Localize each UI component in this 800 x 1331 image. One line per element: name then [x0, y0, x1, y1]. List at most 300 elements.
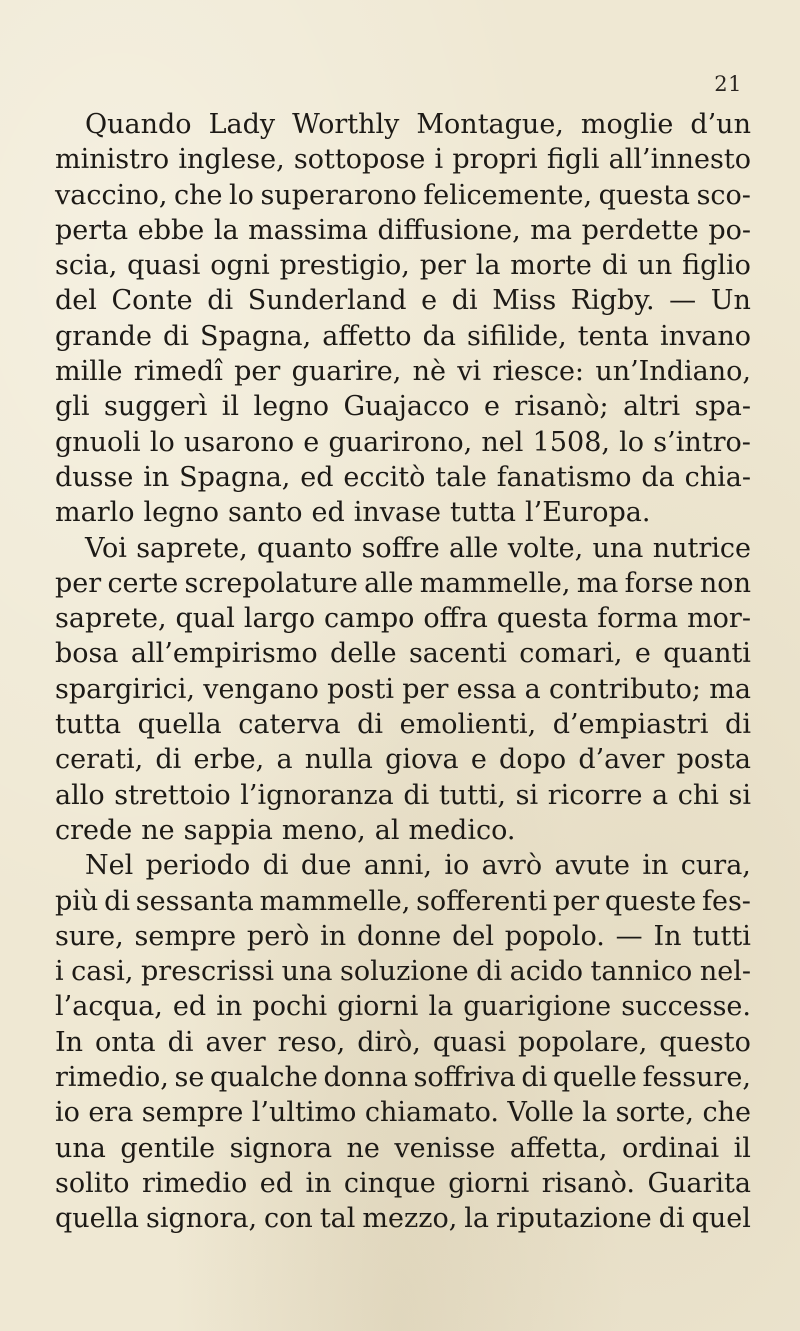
word: caterva — [238, 709, 341, 741]
word: Spagna, — [179, 461, 291, 493]
word: ed — [311, 497, 345, 529]
word: Spagna, — [200, 320, 312, 352]
text-line — [55, 848, 751, 883]
word: sessanta — [135, 885, 254, 917]
word: di — [163, 320, 189, 352]
word: quasi — [432, 1026, 507, 1058]
word: nulla — [304, 744, 373, 776]
word: Rigby. — [570, 285, 655, 317]
word: chiamato. — [364, 1097, 499, 1129]
word: forse — [624, 567, 694, 599]
word: si — [728, 779, 751, 811]
word: tal — [319, 1203, 356, 1235]
word: giorni — [448, 1167, 530, 1199]
word: di — [262, 850, 289, 882]
word: da — [422, 320, 456, 352]
word: un’Indiano, — [595, 356, 751, 388]
word: acido — [509, 956, 584, 988]
word: figli — [546, 144, 600, 176]
word: fes- — [701, 885, 751, 917]
word: i — [55, 956, 64, 988]
word: propri — [452, 144, 538, 176]
word: in — [642, 850, 669, 882]
word: sorte, — [615, 1097, 694, 1129]
word: nè — [412, 356, 446, 388]
word: cinque — [343, 1167, 436, 1199]
word: bosa — [55, 638, 119, 670]
word: l’acqua, — [55, 991, 163, 1023]
word: gnuoli — [55, 426, 141, 458]
word: prestigio, — [279, 250, 410, 282]
word: questo — [659, 1026, 751, 1058]
word: figlio — [682, 250, 751, 282]
word: una — [55, 1132, 106, 1164]
word: ebbe — [137, 214, 205, 246]
word: queste — [604, 885, 697, 917]
word: fessure, — [642, 1062, 751, 1094]
word: soluzione — [340, 956, 469, 988]
word: in — [143, 461, 170, 493]
word: vaccino, — [55, 179, 168, 211]
word: sofferenti — [416, 885, 548, 917]
word: del — [452, 920, 494, 952]
word: tutti — [692, 920, 751, 952]
text-line — [55, 1060, 751, 1095]
word: quanti — [663, 638, 751, 670]
word: prescrissi — [141, 956, 275, 988]
word: quelle — [552, 1062, 637, 1094]
word: due — [300, 850, 352, 882]
word: donne — [356, 920, 442, 952]
word: la — [582, 1097, 608, 1129]
text-line — [55, 672, 751, 707]
word: un — [637, 250, 673, 282]
word: in — [216, 991, 243, 1023]
word: Nel — [85, 850, 134, 882]
word: grande — [55, 320, 152, 352]
word: santo — [228, 497, 303, 529]
word: signora — [229, 1132, 333, 1164]
page-number: 21 — [714, 72, 742, 96]
word: di — [104, 885, 131, 917]
word: chi — [677, 779, 719, 811]
word: lo — [619, 426, 645, 458]
word: del — [55, 285, 97, 317]
word: io — [444, 850, 470, 882]
word: e — [634, 638, 651, 670]
word: ministro — [55, 144, 170, 176]
word: cerati, — [55, 744, 144, 776]
text-line — [55, 531, 751, 566]
text-line — [55, 566, 751, 601]
word: massima — [248, 214, 368, 246]
word: nel — [481, 426, 524, 458]
word: sco- — [696, 179, 751, 211]
word: la — [475, 250, 501, 282]
word: di — [155, 744, 182, 776]
word: che — [174, 179, 223, 211]
word: una — [281, 956, 333, 988]
word: ricorre — [547, 779, 643, 811]
word: l’ultimo — [251, 1097, 357, 1129]
word: il — [221, 391, 240, 423]
word: quella — [137, 709, 222, 741]
word: medico. — [408, 814, 516, 846]
text-line — [55, 142, 751, 177]
word: perta — [55, 214, 129, 246]
word: usarono — [183, 426, 295, 458]
text-line — [55, 213, 751, 248]
word: soffre — [361, 532, 440, 564]
word: mezzo, — [362, 1203, 458, 1235]
text-line — [55, 178, 751, 213]
word: a — [652, 779, 669, 811]
word: offra — [423, 603, 488, 635]
text-line — [55, 389, 751, 424]
word: inglese, — [178, 144, 285, 176]
word: invano — [659, 320, 751, 352]
word: quel — [691, 1203, 751, 1235]
word: di — [357, 709, 384, 741]
word: di — [476, 956, 503, 988]
word: e — [470, 744, 487, 776]
word: ma — [709, 673, 751, 705]
word: Sunderland — [247, 285, 407, 317]
word: l’Europa. — [525, 497, 651, 529]
word: Un — [710, 285, 751, 317]
word: legno — [143, 497, 220, 529]
word: emolienti, — [399, 709, 537, 741]
word: casi, — [71, 956, 134, 988]
word: tutta — [55, 709, 122, 741]
word: spargirici, — [55, 673, 195, 705]
word: felicemente, — [423, 179, 593, 211]
word: Voi — [85, 532, 127, 564]
text-line — [55, 742, 751, 777]
word: eccitò — [343, 461, 426, 493]
text-line — [55, 1095, 751, 1130]
body-text — [55, 107, 751, 1237]
word: che — [702, 1097, 751, 1129]
word: guarigione — [463, 991, 612, 1023]
word: la — [464, 1203, 490, 1235]
word: — — [669, 285, 697, 317]
word: delle — [330, 638, 397, 670]
word: di — [658, 1203, 685, 1235]
word: Lady — [208, 109, 276, 140]
word: crede — [55, 814, 133, 846]
text-line — [55, 354, 751, 389]
word: mille — [55, 356, 123, 388]
word: alle — [449, 532, 499, 564]
word: gentile — [120, 1132, 216, 1164]
word: ed — [300, 461, 334, 493]
word: scia, — [55, 250, 118, 282]
word: per — [402, 673, 449, 705]
word: largo — [243, 603, 316, 635]
word: solito — [55, 1167, 130, 1199]
word: Montague, — [416, 109, 564, 140]
word: comari, — [519, 638, 623, 670]
word: mor- — [687, 603, 751, 635]
text-line — [55, 283, 751, 318]
word: era — [88, 1097, 134, 1129]
text-line — [55, 1201, 751, 1236]
text-line — [55, 319, 751, 354]
word: altri — [623, 391, 681, 423]
word: a — [276, 744, 293, 776]
word: campo — [324, 603, 415, 635]
word: In — [55, 1026, 84, 1058]
word: certe — [107, 567, 179, 599]
word: rimedî — [133, 356, 223, 388]
word: all’innesto — [608, 144, 751, 176]
word: lo — [149, 426, 175, 458]
word: invase — [353, 497, 441, 529]
word: perdette — [581, 214, 699, 246]
word: d’empiastri — [552, 709, 709, 741]
word: per — [55, 567, 102, 599]
word: — — [615, 920, 643, 952]
word: saprete, — [55, 603, 167, 635]
word: non — [699, 567, 751, 599]
word: vengano — [203, 673, 319, 705]
word: i — [434, 144, 444, 176]
word: rimedio, — [55, 1062, 169, 1094]
word: soffriva — [413, 1062, 516, 1094]
word: tutti, — [438, 779, 507, 811]
word: guarirono, — [328, 426, 473, 458]
word: ed — [172, 991, 207, 1023]
word: di — [451, 285, 478, 317]
word: Conte — [111, 285, 193, 317]
word: in — [320, 920, 347, 952]
word: ordinai — [621, 1132, 720, 1164]
word: Miss — [492, 285, 557, 317]
word: d’aver — [578, 744, 665, 776]
word: ogni — [210, 250, 270, 282]
word: sottopose — [293, 144, 426, 176]
word: questa — [598, 179, 691, 211]
word: qual — [175, 603, 235, 635]
word: riesce: — [492, 356, 585, 388]
word: e — [483, 391, 500, 423]
word: cura, — [680, 850, 751, 882]
word: periodo — [145, 850, 251, 882]
word: mammelle, — [419, 567, 571, 599]
word: risanò. — [541, 1167, 635, 1199]
word: dirò, — [357, 1026, 421, 1058]
word: al — [374, 814, 400, 846]
word: sappia — [183, 814, 273, 846]
word: sempre — [141, 1097, 244, 1129]
word: forma — [597, 603, 679, 635]
word: superarono — [260, 179, 417, 211]
word: Worthly — [292, 109, 400, 140]
word: ed — [259, 1167, 293, 1199]
word: alle — [364, 567, 414, 599]
word: risanò; — [514, 391, 609, 423]
word: l’ignoranza — [240, 779, 394, 811]
word: meno, — [281, 814, 366, 846]
word: giova — [385, 744, 459, 776]
word: e — [303, 426, 320, 458]
word: però — [246, 920, 310, 952]
word: s’intro- — [653, 426, 751, 458]
word: per — [552, 885, 600, 917]
word: all’empirismo — [130, 638, 318, 670]
word: Guajacco — [343, 391, 470, 423]
word: Volle — [507, 1097, 574, 1129]
word: Guarita — [647, 1167, 751, 1199]
word: tutta — [449, 497, 517, 529]
word: tenta — [577, 320, 649, 352]
word: Quando — [85, 109, 192, 140]
word: posti — [327, 673, 394, 705]
text-line — [55, 107, 751, 142]
word: il — [733, 1132, 751, 1164]
word: più — [55, 885, 99, 917]
word: sempre — [134, 920, 237, 952]
word: spa- — [694, 391, 751, 423]
word: venisse — [394, 1132, 496, 1164]
word: ne — [346, 1132, 380, 1164]
word: sacenti — [408, 638, 507, 670]
word: riputazione — [496, 1203, 652, 1235]
text-line — [55, 1025, 751, 1060]
word: In — [653, 920, 682, 952]
word: mammelle, — [259, 885, 411, 917]
text-line — [55, 425, 751, 460]
word: affetto — [322, 320, 412, 352]
word: volte, — [507, 532, 584, 564]
word: marlo — [55, 497, 135, 529]
text-line — [55, 601, 751, 636]
word: avute — [554, 850, 631, 882]
word: una — [592, 532, 644, 564]
word: di — [167, 1026, 194, 1058]
text-line — [55, 778, 751, 813]
word: saprete, — [136, 532, 248, 564]
word: diffusione, — [377, 214, 521, 246]
word: nutrice — [652, 532, 751, 564]
text-line — [55, 813, 751, 848]
word: reso, — [277, 1026, 346, 1058]
word: se — [174, 1062, 205, 1094]
word: affetta, — [509, 1132, 608, 1164]
word: quella — [55, 1203, 140, 1235]
word: fanatismo — [496, 461, 632, 493]
word: per — [419, 250, 466, 282]
word: questa — [496, 603, 589, 635]
text-line — [55, 495, 751, 530]
word: la — [428, 991, 454, 1023]
word: di — [403, 779, 430, 811]
word: guarire, — [291, 356, 402, 388]
word: contributo; — [548, 673, 702, 705]
word: avrò — [481, 850, 543, 882]
word: signora, — [146, 1203, 258, 1235]
word: quasi — [127, 250, 201, 282]
text-line — [55, 884, 751, 919]
word: la — [213, 214, 239, 246]
word: successe. — [621, 991, 751, 1023]
word: erbe, — [193, 744, 265, 776]
text-line — [55, 989, 751, 1024]
word: giorni — [337, 991, 419, 1023]
word: ne — [141, 814, 175, 846]
word: d’un — [690, 109, 751, 140]
word: di — [725, 709, 751, 741]
word: anni, — [363, 850, 432, 882]
word: dusse — [55, 461, 134, 493]
word: vi — [457, 356, 482, 388]
text-line — [55, 919, 751, 954]
word: morte — [510, 250, 592, 282]
word: ma — [530, 214, 572, 246]
word: rimedio — [141, 1167, 248, 1199]
word: a — [524, 673, 541, 705]
word: di — [207, 285, 234, 317]
text-line — [55, 248, 751, 283]
word: quanto — [257, 532, 353, 564]
word: po- — [708, 214, 751, 246]
word: aver — [205, 1026, 266, 1058]
word: legno — [253, 391, 330, 423]
word: dopo — [499, 744, 567, 776]
word: popolare, — [518, 1026, 648, 1058]
word: da — [641, 461, 675, 493]
word: con — [264, 1203, 313, 1235]
word: io — [55, 1097, 80, 1129]
word: in — [305, 1167, 332, 1199]
word: tale — [435, 461, 487, 493]
word: ma — [576, 567, 619, 599]
word: chia- — [684, 461, 751, 493]
word: e — [421, 285, 438, 317]
text-line — [55, 707, 751, 742]
word: allo — [55, 779, 105, 811]
text-line — [55, 636, 751, 671]
text-line — [55, 1131, 751, 1166]
text-line — [55, 460, 751, 495]
word: suggerì — [104, 391, 208, 423]
word: pochi — [252, 991, 328, 1023]
word: essa — [456, 673, 517, 705]
text-line — [55, 1166, 751, 1201]
word: qualche — [209, 1062, 318, 1094]
word: popolo. — [504, 920, 605, 952]
word: sifilide, — [467, 320, 567, 352]
word: gli — [55, 391, 90, 423]
word: screpolature — [184, 567, 358, 599]
word: sure, — [55, 920, 124, 952]
word: posta — [676, 744, 751, 776]
word: si — [515, 779, 539, 811]
text-line — [55, 954, 751, 989]
word: per — [234, 356, 281, 388]
word: donna — [323, 1062, 408, 1094]
word: strettoio — [114, 779, 231, 811]
word: nel- — [699, 956, 751, 988]
word: 1508, — [532, 426, 610, 458]
word: moglie — [580, 109, 674, 140]
word: tannico — [590, 956, 693, 988]
word: di — [601, 250, 628, 282]
word: onta — [95, 1026, 156, 1058]
word: di — [521, 1062, 548, 1094]
word: lo — [229, 179, 254, 211]
